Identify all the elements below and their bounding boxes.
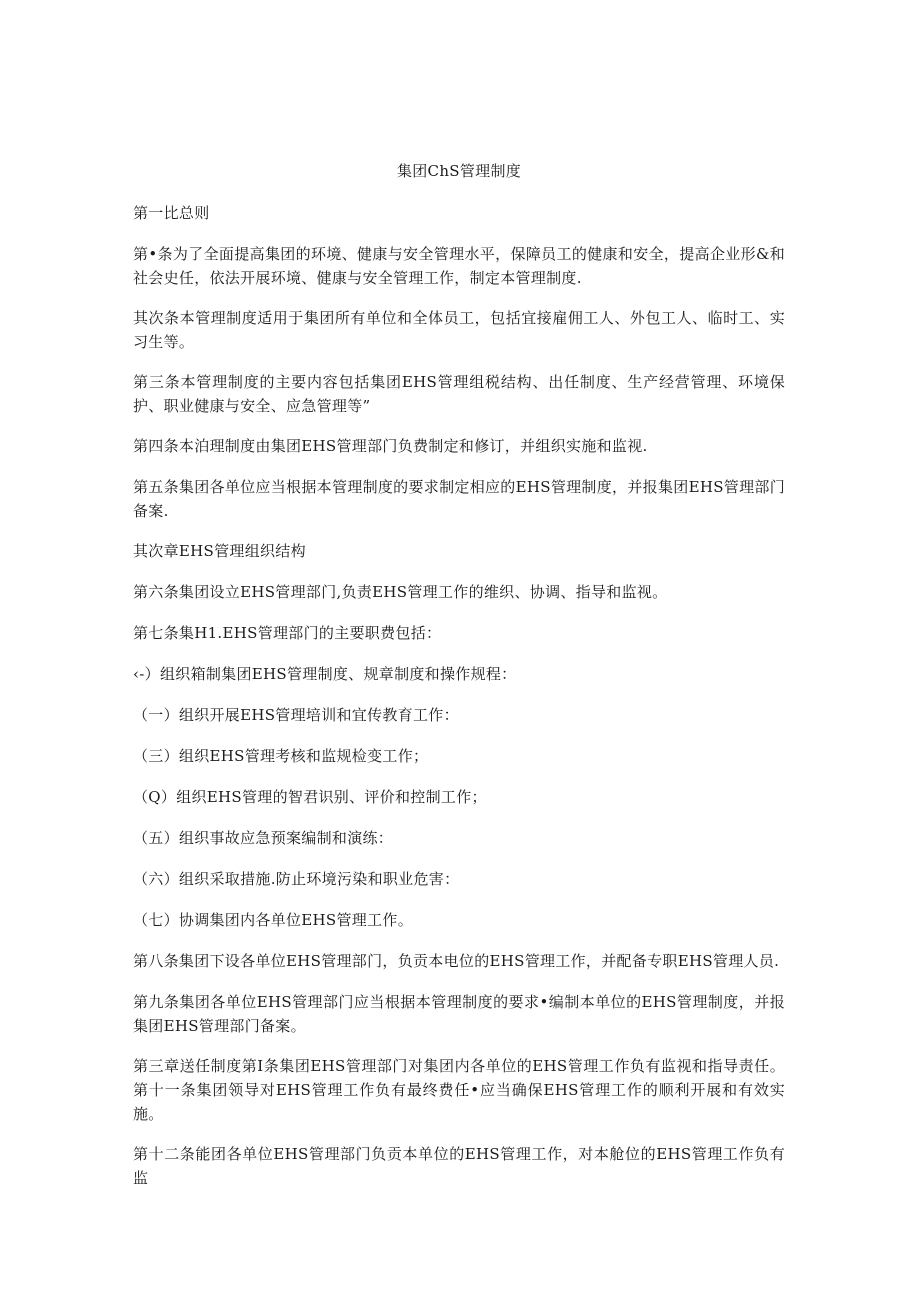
list-item-duty-2: （一）组织开展EHS管理培训和宜传教育工作：: [133, 706, 459, 724]
list-item-duty-5: （五）组织事故应急预案编制和演练：: [133, 829, 394, 847]
list-item-duty-6: （六）组织采取措施.防止环境污染和职业危害：: [133, 870, 460, 888]
paragraph-article-7: 第七条集H1.EHS管理部门的主要职费包括：: [133, 624, 442, 642]
list-item-duty-4: （Q）组织EHS管理的智君识别、评价和控制工作；: [133, 788, 487, 806]
paragraph-article-6: 第六条集团设立EHS管理部门,负责EHS管理工作的维织、协调、指导和监视。: [133, 583, 668, 601]
list-item-duty-3: （三）组织EHS管理考核和监规检变工作；: [133, 747, 429, 765]
document-page: [133, 159, 785, 1207]
paragraph-article-9: 第九条集团各单位EHS管理部门应当根据本管理制度的要求•编制本单位的EHS管理制度，并报集团EHS管理部门备案。: [133, 993, 785, 1035]
paragraph-article-4: 第四条本泊理制度由集团EHS管理部门负费制定和修订，并组织实施和监视.: [133, 437, 648, 455]
chapter-heading-organization: 其次章EHS管理组织结构: [133, 542, 306, 560]
document-title: 集团ChS管理制度: [396, 162, 522, 180]
paragraph-article-1: 第•条为了全面提高集团的环境、健康与安全管理水平，保障员工的健康和安全，提高企业形&和社会史任，依法开展环境、健康与安全管理工作，制定本管理制度.: [133, 245, 785, 287]
chapter-heading-general: 第一比总则: [133, 204, 210, 222]
paragraph-article-5: 第五条集团各单位应当根据本管理制度的要求制定相应的EHS管理制度，并报集团EHS管理部门备案.: [133, 478, 785, 520]
paragraph-article-12: 第十二条能团各单位EHS管理部门负贡本单位的EHS管理工作，对本舱位的EHS管理工作负有监: [133, 1145, 785, 1187]
list-item-duty-1: ‹-）组织箱制集团EHS管理制度、规章制度和操作规程：: [133, 665, 517, 683]
paragraph-article-3: 第三条本管理制度的主要内容包括集团EHS管理组税结构、出任制度、生产经营管理、环境保护、职业健康与安全、应急管理等”: [133, 373, 785, 415]
paragraph-article-8: 第八条集团下设各单位EHS管理部门，负贡本电位的EHS管理工作，并配备专职EHS管理人员.: [133, 952, 780, 970]
chapter-heading-responsibility: 第三章送任制度第I条集团EHS管理部门对集团内各单位的EHS管理工作负有监视和指导责任。第十一条集团领导对EHS管理工作负有最终费任•应当确保EHS管理工作的顺利开展和有效实施。: [133, 1057, 785, 1123]
paragraph-article-2: 其次条本管理制度适用于集团所有单位和全体员工，包括宜接雇佣工人、外包工人、临时工、实习生等。: [133, 309, 785, 351]
list-item-duty-7: （七）协调集团内各单位EHS管理工作。: [133, 911, 414, 929]
